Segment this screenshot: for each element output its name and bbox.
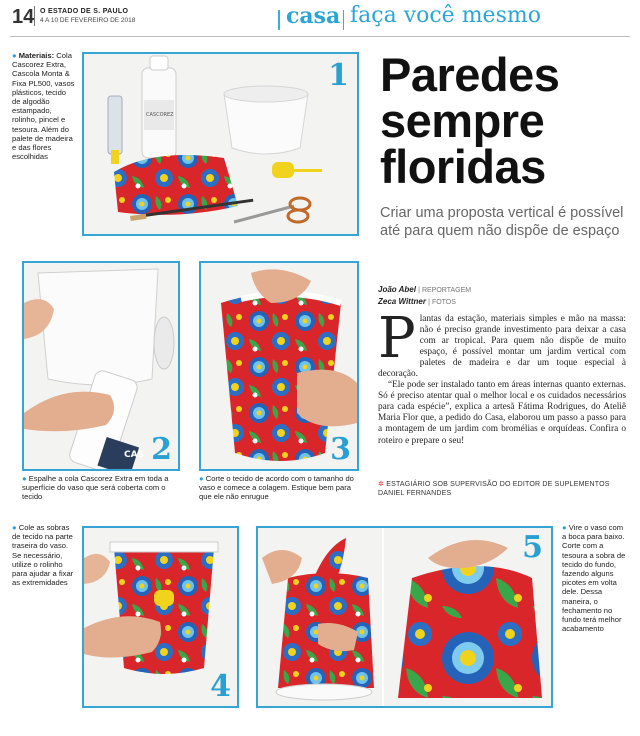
step-3-number: 3 — [330, 432, 351, 467]
author-2: Zeca Wittner — [378, 297, 426, 306]
step-4-caption: ● Cole as sobras de tecido na parte traseira do vaso. Se necessário, utilize o rolinho para ajudar a fixar as extremidades — [12, 523, 74, 588]
issue-date: 4 A 10 DE FEVEREIRO DE 2018 — [40, 17, 136, 24]
article-body — [378, 306, 626, 447]
supplement-brand: casa — [286, 3, 341, 29]
step-5-number: 5 — [522, 530, 543, 565]
step-5-caption-text: Vire o vaso com a boca para baixo. Corte com a tesoura a sobra de tecido do fundo, fazendo alguns picotes em volta dele. Dessa maneira, o fechamento no fundo terá melhor acabamento — [562, 523, 626, 634]
step-2-number: 2 — [151, 432, 172, 467]
step-4-caption-text: Cole as sobras de tecido na parte traseira do vaso. Se necessário, utilize o rolinho para ajudar a fixar as extremidades — [12, 523, 74, 588]
drop-cap: P — [378, 306, 416, 371]
step-1-number: 1 — [328, 58, 349, 93]
paragraph-2: “Ele pode ser instalado tanto em áreas internas quanto externas. Só é preciso atentar qual o melhor local e os cuidados necessários para cada espécie”, explica a artesã Fátima Rodrigues, do Ateliê Maria Flor que, a pedido do Casa, elaborou um passo a passo para a montagem de um jardim com bromélias e orquídeas. Confira o roteiro e prepare o seu! — [378, 380, 626, 446]
title-line-1: Paredes — [380, 48, 560, 101]
newspaper-name: O ESTADO DE S. PAULO — [40, 8, 129, 15]
author-2-role: FOTOS — [431, 299, 456, 306]
footnote: ✲ ESTAGIÁRIO SOB SUPERVISÃO DO EDITOR DE SUPLEMENTOS DANIEL FERNANDES — [378, 481, 610, 497]
photo-step-3 — [199, 261, 359, 471]
step-4-number: 4 — [210, 669, 231, 704]
header-accent-bar — [278, 10, 280, 30]
byline: João Abel | REPORTAGEM Zeca Wittner | FOTOS — [378, 285, 472, 306]
header-rule — [10, 36, 630, 37]
materials-text: Cola Cascorez Extra, Cascola Monta & Fixa PL500, vasos plásticos, tecido de algodão estampado, rolinho, pincel e tesoura. Além do palete de madeira e das flores escolhidas — [12, 51, 75, 162]
section-title: faça você mesmo — [350, 3, 541, 28]
materials-caption: ● Materiais: Cola Cascorez Extra, Cascola Monta & Fixa PL500, vasos plásticos, tecido de algodão estampado, rolinho, pincel e tesoura. Além do palete de madeira e das flores escolhidas — [12, 51, 75, 162]
photo-step-5 — [256, 526, 553, 708]
article-title — [380, 48, 560, 193]
title-line-2: sempre — [380, 94, 545, 147]
header-divider — [34, 6, 35, 26]
step-5-caption: ● Vire o vaso com a boca para baixo. Corte com a tesoura a sobra de tecido do fundo, fazendo alguns picotes em volta dele. Dessa maneira, o fechamento no fundo terá melhor acabamento — [562, 523, 626, 634]
paragraph-1: lantas da estação, materiais simples e mão na massa: não é preciso grande investimento para deixar a casa com ar tropical. Para quem não dispõe de muito espaço, é possível montar um jardim vertical com paletes de madeira e dar um toque especial à decoração. — [378, 314, 626, 380]
bottle-label-2: CAS — [124, 450, 145, 460]
author-1: João Abel — [378, 285, 416, 294]
step-2-caption-text: Espalhe a cola Cascorez Extra em toda a superfície do vaso que será coberta com o tecido — [22, 474, 169, 502]
photo-step-1 — [82, 52, 359, 236]
author-1-role: REPORTAGEM — [421, 287, 472, 294]
bottle-label: CASCOREZ — [146, 112, 174, 118]
photo-step-4 — [82, 526, 239, 708]
photo-step-2 — [22, 261, 180, 471]
footnote-text: ESTAGIÁRIO SOB SUPERVISÃO DO EDITOR DE SUPLEMENTOS DANIEL FERNANDES — [378, 481, 610, 497]
header-accent-bar-2 — [343, 10, 344, 30]
title-line-3: floridas — [380, 140, 546, 193]
materials-label: Materiais: — [18, 51, 55, 60]
materials-illustration — [84, 54, 357, 234]
step-3-caption-text: Corte o tecido de acordo com o tamanho do vaso e comece a colagem. Estique bem para que ele não enrugue — [199, 474, 354, 502]
article-subtitle: Criar uma proposta vertical é possível até para quem não dispõe de espaço — [380, 205, 624, 239]
step-2-caption: ● Espalhe a cola Cascorez Extra em toda a superfície do vaso que será coberta com o tecido — [22, 474, 169, 502]
page-number: 14 — [12, 6, 35, 28]
trimming-fabric-illustration — [258, 528, 551, 706]
step-3-caption: ● Corte o tecido de acordo com o tamanho do vaso e comece a colagem. Estique bem para que ele não enrugue — [199, 474, 354, 502]
